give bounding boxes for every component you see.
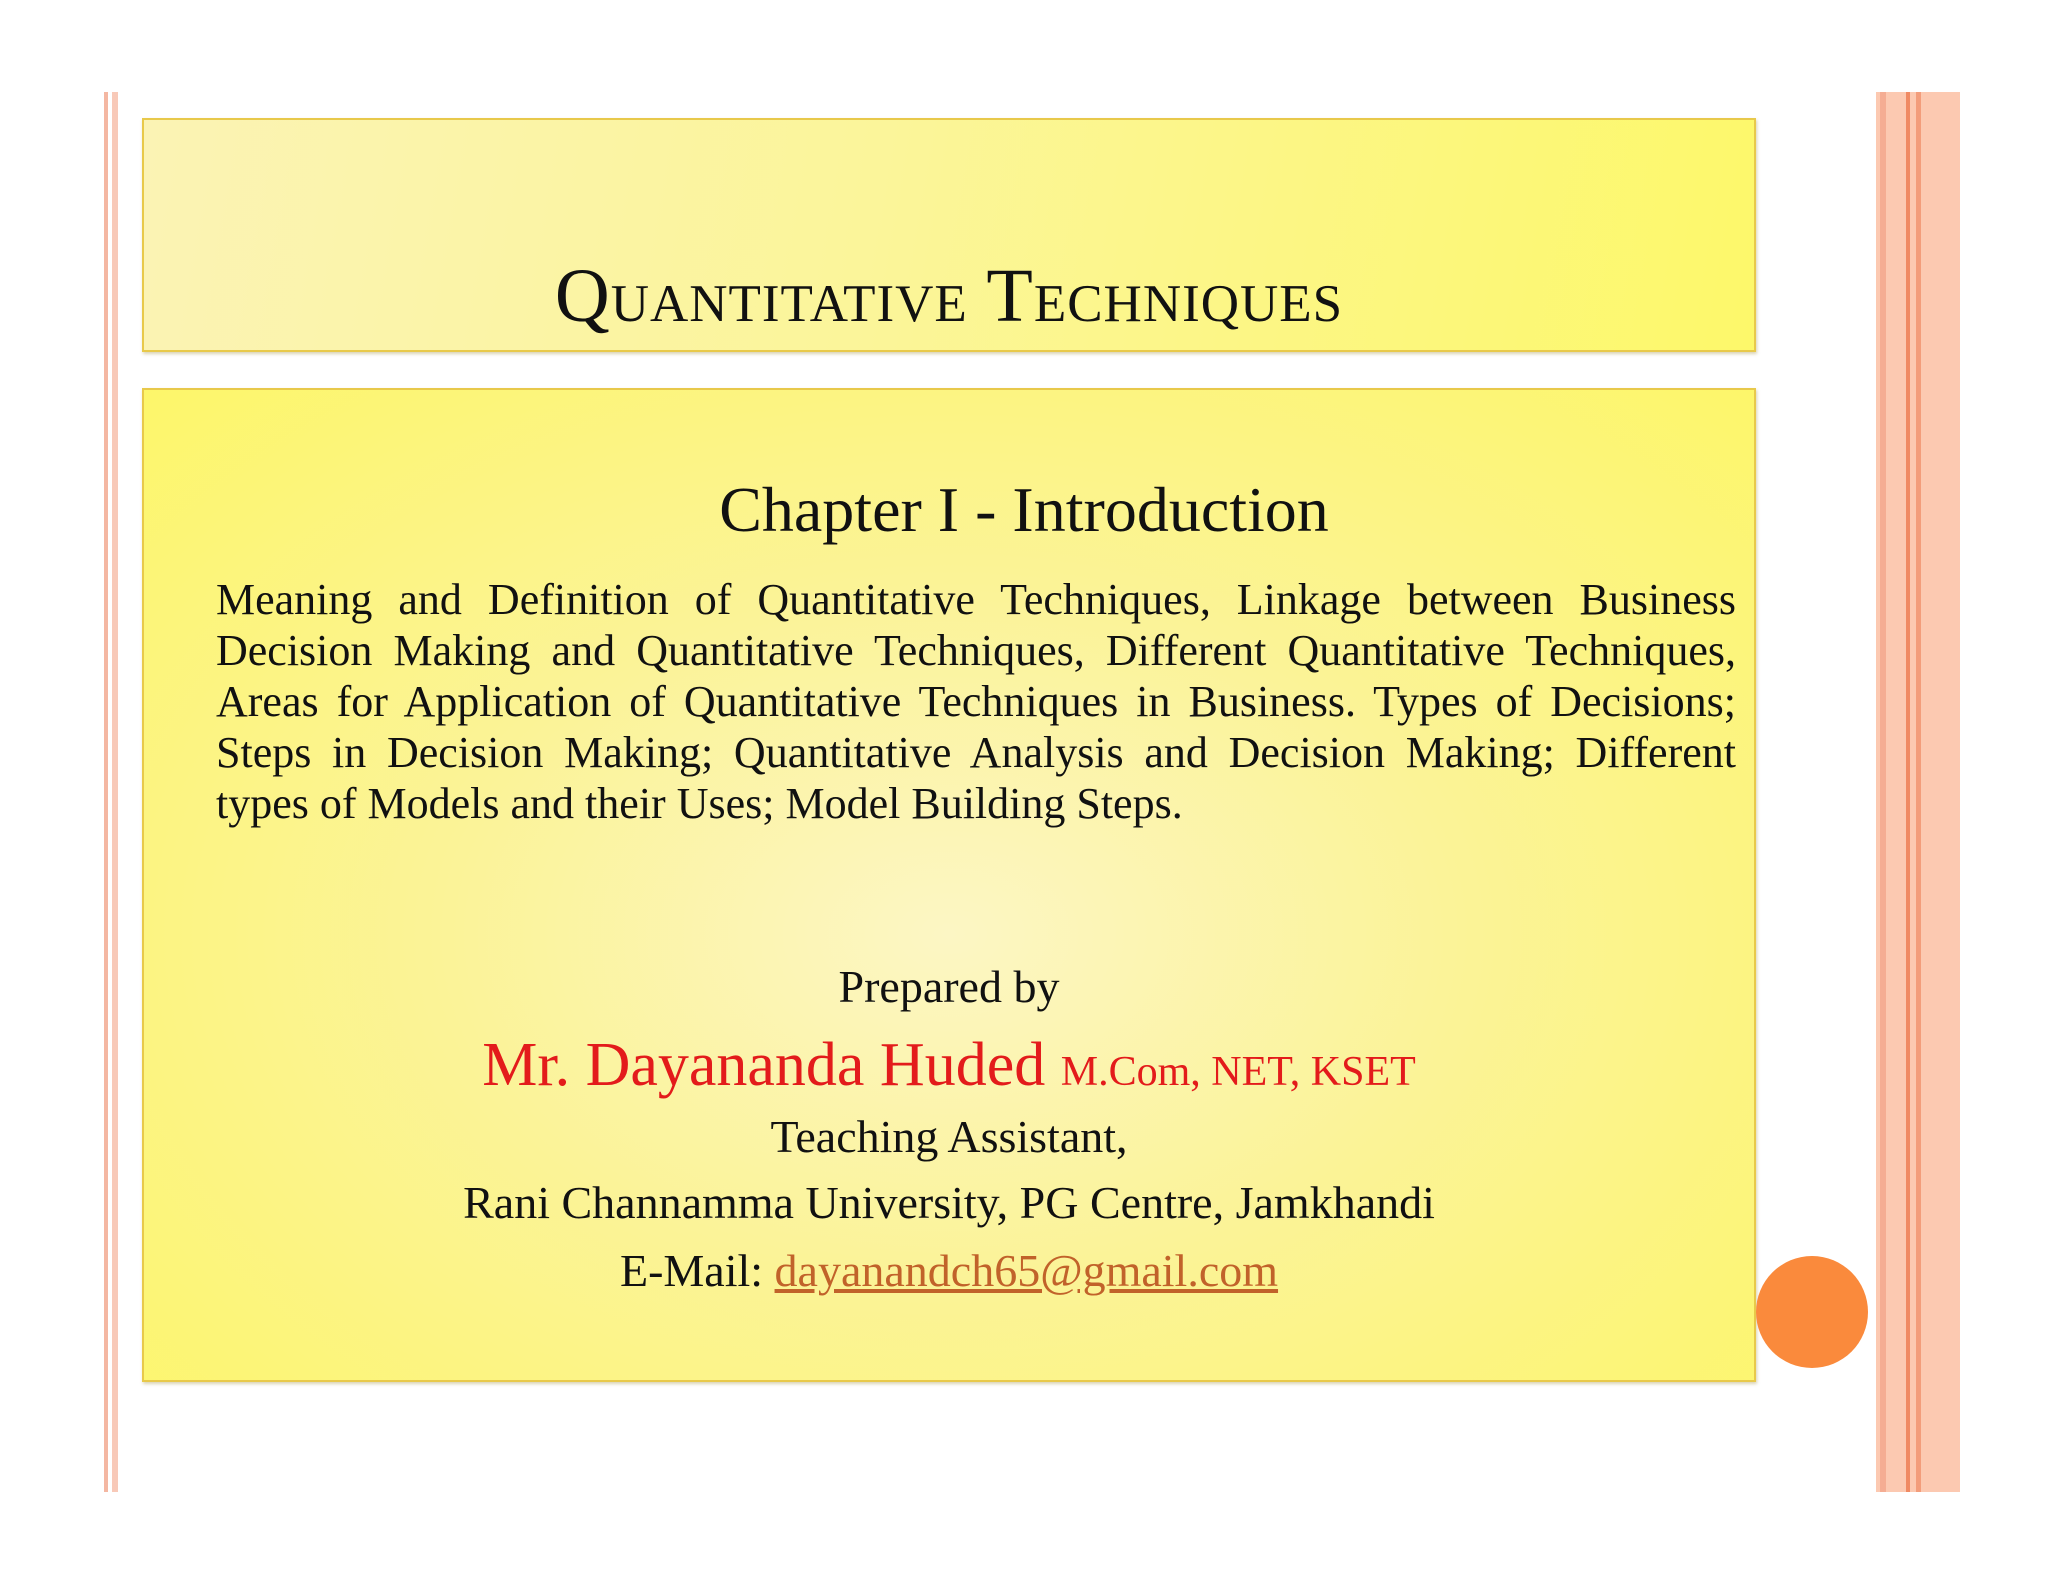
email-label: E-Mail: [619, 1245, 764, 1296]
slide-title: Quantitative Techniques [554, 254, 1344, 338]
author-name: Mr. Dayananda Huded [482, 1031, 1046, 1099]
author-institution: Rani Channamma University, PG Centre, Jamkhandi [463, 1177, 1435, 1228]
title-box [142, 118, 1756, 352]
right-stripe-line-1 [1880, 92, 1886, 1492]
chapter-heading: Chapter I - Introduction [719, 474, 1329, 545]
author-role: Teaching Assistant, [770, 1111, 1128, 1162]
email-line [142, 1245, 1756, 1296]
syllabus-paragraph: Meaning and Definition of Quantitative Techniques, Linkage between Business Decision Making and Quantitative Techniques, Different Quantitative Techniques, Areas for Application of Quantitative Techniques in Business. Types of Decisions; Steps in Decision Making; Quantitative Analysis and Decision Making; Different types of Models and their Uses; Model Building Steps. [216, 575, 1736, 828]
prepared-by-label: Prepared by [838, 961, 1060, 1012]
right-stripe-line-2 [1906, 92, 1910, 1492]
author-line [142, 1031, 1756, 1099]
left-stripe [112, 92, 118, 1492]
email-link[interactable]: dayanandch65@gmail.com [774, 1245, 1279, 1296]
orange-circle-decoration [1756, 1256, 1868, 1368]
left-stripe-thin [104, 92, 108, 1492]
author-qualifications: M.Com, NET, KSET [1060, 1049, 1416, 1095]
right-stripe-line-3 [1916, 92, 1921, 1492]
